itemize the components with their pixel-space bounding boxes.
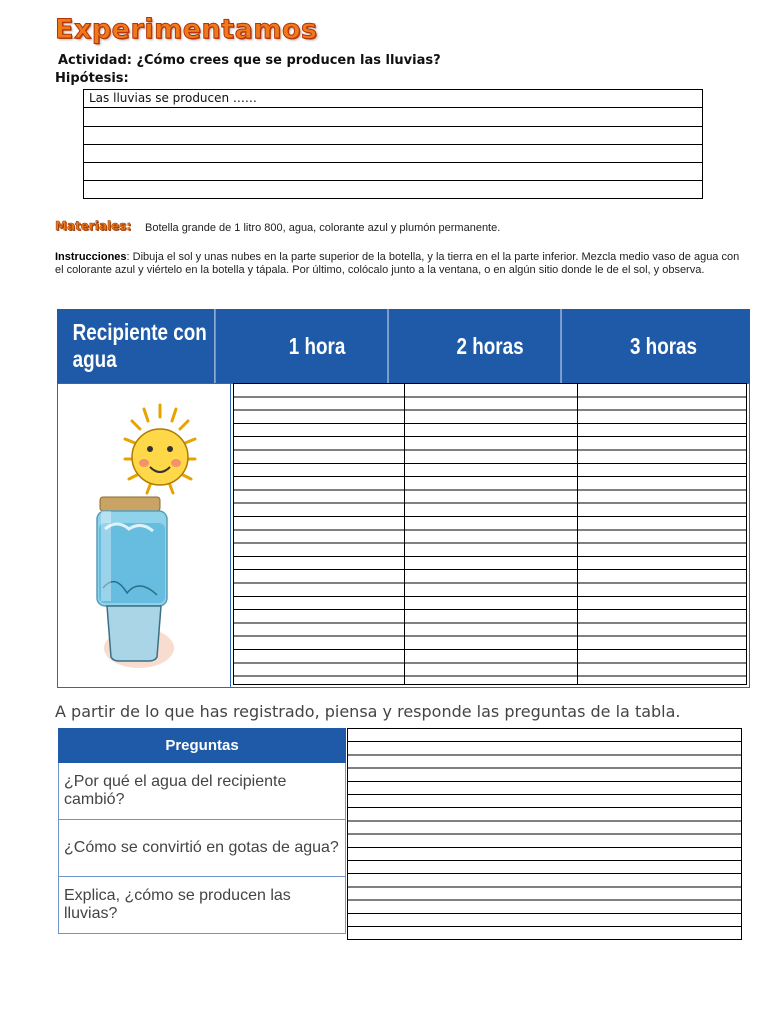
header-3-hours: 3 horas — [629, 332, 698, 359]
jar-illustration-cell — [57, 383, 231, 688]
instructions-text: : Dibuja el sol y unas nubes en la parte superior de la botella, y la tierra en el la parte inferior. Mezcla medio vaso de agua con el colorante azul y viértelo en la botella y tápala. Por último, colócalo junto a la ventana, o en algún sitio donde le de el sol, y observa. — [55, 251, 740, 276]
hypothesis-line[interactable] — [84, 181, 702, 199]
instructions-label: Instrucciones — [55, 251, 127, 263]
hypothesis-label: Hipótesis: — [55, 71, 129, 86]
hypothesis-line[interactable] — [84, 108, 702, 126]
question-1: ¿Por qué el agua del recipiente cambió? — [58, 763, 346, 820]
materials-text: Botella grande de 1 litro 800, agua, colorante azul y plumón permanente. — [145, 222, 501, 234]
column-divider — [577, 383, 578, 685]
header-1-hour: 1 hora — [247, 309, 389, 383]
materials-label: Materiales: — [55, 219, 132, 233]
column-divider — [404, 383, 405, 685]
hypothesis-line[interactable] — [84, 127, 702, 145]
question-2: ¿Cómo se convirtió en gotas de agua? — [58, 820, 346, 877]
question-3: Explica, ¿cómo se producen las lluvias? — [58, 877, 346, 934]
observation-record-lines[interactable] — [233, 383, 747, 685]
activity-question: Actividad: ¿Cómo crees que se producen las lluvias? — [58, 53, 441, 68]
page-title: Experimentamos — [55, 14, 318, 45]
hypothesis-line[interactable] — [84, 163, 702, 181]
hypothesis-table — [83, 89, 703, 199]
hypothesis-line[interactable] — [84, 145, 702, 163]
answer-lines[interactable] — [347, 728, 742, 940]
questions-intro: A partir de lo que has registrado, piensa y responde las preguntas de la tabla. — [55, 702, 681, 721]
header-recipient: Recipiente con agua — [73, 309, 216, 383]
instructions-paragraph — [55, 251, 745, 277]
header-2-hours: 2 horas — [420, 309, 562, 383]
hypothesis-line[interactable]: Las lluvias se producen …… — [84, 90, 702, 108]
sun-and-jar-illustration — [57, 383, 231, 688]
observation-table-header — [57, 309, 750, 383]
questions-header: Preguntas — [58, 728, 346, 763]
